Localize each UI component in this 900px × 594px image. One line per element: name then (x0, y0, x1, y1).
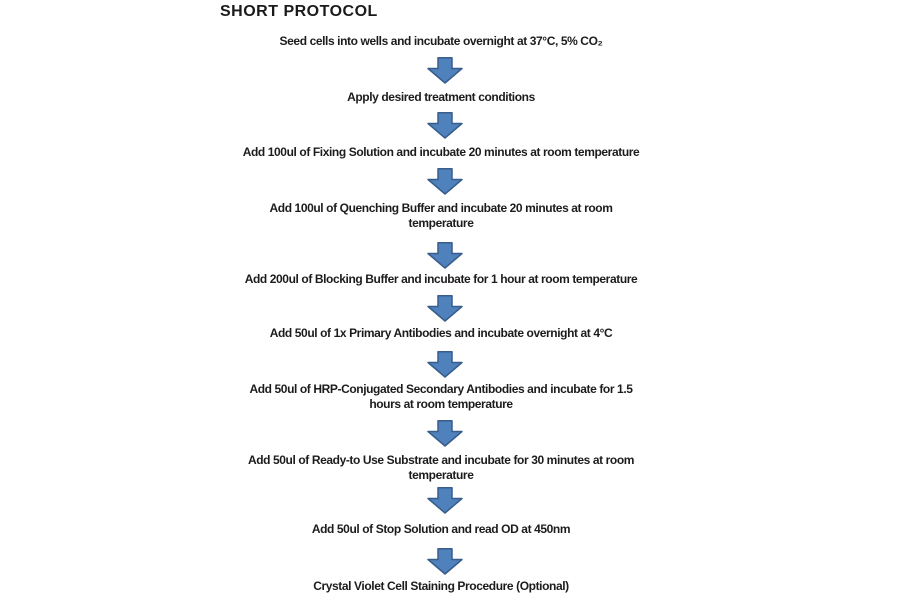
protocol-step-7 (141, 382, 741, 412)
step-text: temperature (408, 468, 474, 482)
step-text: Seed cells into wells and incubate overnight at 37°C, 5% CO₂ (279, 34, 603, 48)
down-arrow-icon (427, 112, 463, 139)
down-arrow-icon (427, 57, 463, 84)
protocol-step-4 (141, 201, 741, 231)
step-text: Add 100ul of Fixing Solution and incubate 20 minutes at room temperature (242, 145, 640, 159)
protocol-step-1 (141, 34, 741, 49)
step-text: Apply desired treatment conditions (347, 90, 535, 104)
step-text: Add 50ul of HRP-Conjugated Secondary Antibodies and incubate for 1.5 (249, 382, 633, 396)
step-text: hours at room temperature (369, 397, 513, 411)
step-text: Add 200ul of Blocking Buffer and incubate for 1 hour at room temperature (244, 272, 638, 286)
down-arrow-icon (427, 487, 463, 514)
step-text: Add 50ul of 1x Primary Antibodies and incubate overnight at 4°C (269, 326, 613, 340)
page-title: SHORT PROTOCOL (220, 3, 378, 20)
protocol-step-3 (141, 145, 741, 160)
protocol-step-8 (141, 453, 741, 483)
step-text: temperature (408, 216, 474, 230)
step-text: Add 50ul of Stop Solution and read OD at 450nm (311, 522, 571, 536)
down-arrow-icon (427, 548, 463, 575)
protocol-step-5 (141, 272, 741, 287)
protocol-step-6 (141, 326, 741, 341)
protocol-step-2 (141, 90, 741, 105)
step-text: Add 100ul of Quenching Buffer and incubate 20 minutes at room (269, 201, 613, 215)
step-text: Add 50ul of Ready-to Use Substrate and incubate for 30 minutes at room (247, 453, 635, 467)
down-arrow-icon (427, 420, 463, 447)
down-arrow-icon (427, 295, 463, 322)
down-arrow-icon (427, 351, 463, 378)
protocol-step-9 (141, 522, 741, 537)
step-text: Crystal Violet Cell Staining Procedure (Optional) (313, 579, 569, 593)
protocol-step-10 (141, 579, 741, 594)
down-arrow-icon (427, 168, 463, 195)
down-arrow-icon (427, 242, 463, 269)
